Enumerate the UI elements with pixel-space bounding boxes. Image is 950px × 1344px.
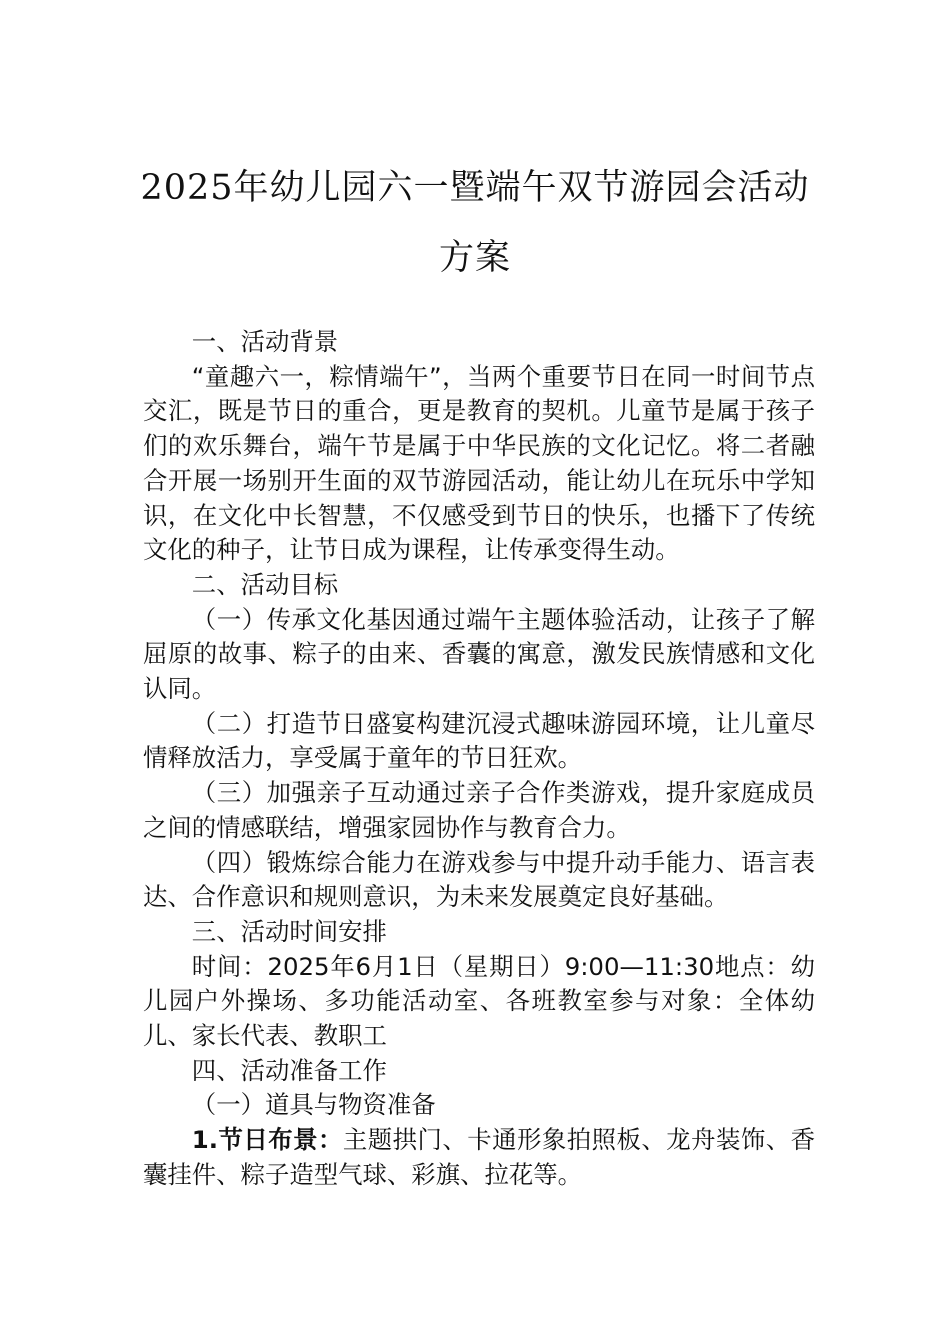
paragraph-goal-1: （一）传承文化基因通过端午主题体验活动，让孩子了解屈原的故事、粽子的由来、香囊的寓意，激发民族情感和文化认同。 (143, 604, 815, 704)
document-body (143, 325, 815, 1193)
paragraph-schedule: 时间：2025年6月1日（星期日）9:00—11:30地点：幼儿园户外操场、多功能活动室、各班教室参与对象：全体幼儿、家长代表、教职工 (143, 951, 815, 1051)
section-heading-background: 一、活动背景 (191, 327, 339, 356)
document-title-line1: 2025年幼儿园六一暨端午双节游园会活动 (140, 168, 810, 208)
paragraph-goal-4: （四）锻炼综合能力在游戏参与中提升动手能力、语言表达、合作意识和规则意识，为未来发展奠定良好基础。 (143, 847, 815, 912)
section-heading-preparation: 四、活动准备工作 (191, 1055, 387, 1085)
paragraph-decor (143, 1123, 815, 1192)
paragraph-background: “童趣六一，粽情端午”，当两个重要节日在同一时间节点交汇，既是节日的重合，更是教育的契机。儿童节是属于孩子们的欢乐舞台，端午节是属于中华民族的文化记忆。将二者融合开展一场别开生面的双节游园活动，能让幼儿在玩乐中学知识，在文化中长智慧，不仅感受到节日的快乐，也播下了传统文化的种子，让节日成为课程，让传承变得生动。 (143, 361, 815, 565)
paragraph-goal-2: （二）打造节日盛宴构建沉浸式趣味游园环境，让儿童尽情释放活力，享受属于童年的节日狂欢。 (143, 708, 815, 773)
section-heading-goals: 二、活动目标 (191, 569, 339, 599)
paragraph-goal-3: （三）加强亲子互动通过亲子合作类游戏，提升家庭成员之间的情感联结，增强家园协作与教育合力。 (143, 778, 815, 842)
decor-text: 主题拱门、卡通形象拍照板、龙舟装饰、香囊挂件、粽子造型气球、彩旗、拉花等。 (143, 1125, 815, 1189)
document-title-line2: 方案 (438, 238, 511, 278)
subsection-heading-props: （一）道具与物资准备 (191, 1090, 436, 1120)
decor-lead: 1.节日布景： (191, 1125, 343, 1155)
section-heading-schedule: 三、活动时间安排 (191, 916, 387, 946)
